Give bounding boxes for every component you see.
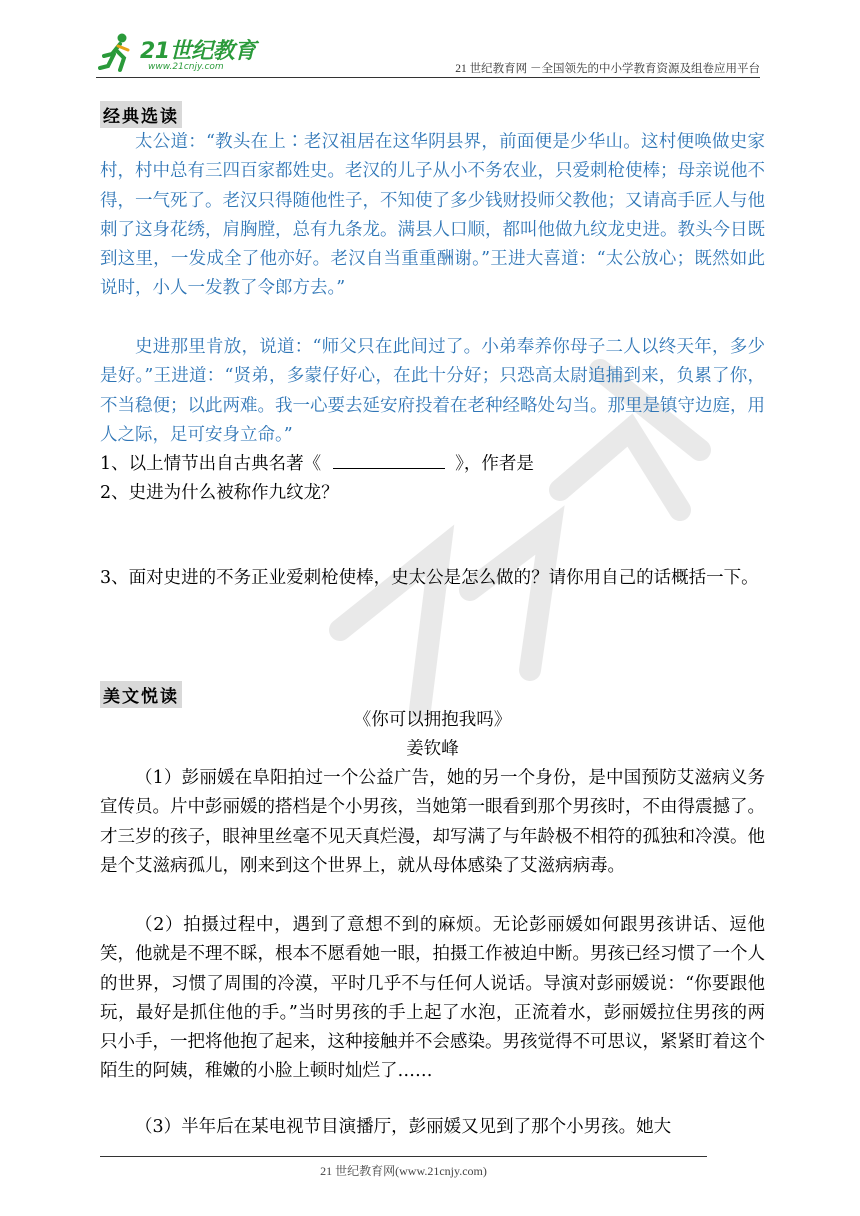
essay-paragraph-3: （3）半年后在某电视节目演播厅，彭丽媛又见到了那个小男孩。她大 xyxy=(135,1117,672,1137)
question-2: 2、史进为什么被称作九纹龙？ xyxy=(100,483,339,503)
logo-text: 21世纪教育 xyxy=(140,39,256,64)
page-header xyxy=(96,30,760,78)
essay-title: 《你可以拥抱我吗》 xyxy=(353,710,512,730)
essay-paragraph-1: （1）彭丽媛在阜阳拍过一个公益广告，她的另一个身份，是中国预防艾滋病义务宣传员。片中彭丽媛的搭档是个小男孩，当她第一眼看到那个男孩时，不由得震撼了。才三岁的孩子，眼神里丝毫不见天真烂漫，却写满了与年龄极不相符的孤独和冷漠。他是个艾滋病孤儿，刚来到这个世界上，就从母体感染了艾滋病病毒。 xyxy=(100,768,765,876)
classic-passage-paragraph-2: 史进那里肯放，说道：“师父只在此间过了。小弟奉养你母子二人以终天年，多少是好。”王进道：“贤弟，多蒙仔好心，在此十分好；只恐高太尉追捕到来，负累了你，不当稳便；以此两难。我一心要去延安府投着在老种经略处勾当。那里是镇守边庭，用人之际，足可安身立命。” xyxy=(100,337,765,445)
question-1-text-after: 》，作者是 xyxy=(455,454,534,474)
question-3: 3、面对史进的不务正业爱刺枪使棒，史太公是怎么做的？请你用自己的话概括一下。 xyxy=(100,568,759,588)
section-label-classic-reading: 经典选读 xyxy=(100,101,182,128)
essay-author: 姜钦峰 xyxy=(406,739,459,759)
book-title-blank[interactable] xyxy=(333,450,445,469)
question-1-text-before: 1、以上情节出自古典名著《 xyxy=(100,454,322,474)
site-tagline: 21 世纪教育网 －全国领先的中小学教育资源及组卷应用平台 xyxy=(455,63,760,75)
footer-divider xyxy=(100,1156,707,1157)
section-label-essay-reading: 美文悦读 xyxy=(100,681,182,708)
question-1 xyxy=(100,450,765,479)
site-logo[interactable] xyxy=(96,30,266,78)
classic-passage-paragraph-1: 太公道：“教头在上∶老汉祖居在这华阴县界，前面便是少华山。这村便唤做史家村，村中总有三四百家都姓史。老汉的儿子从小不务农业，只爱刺枪使棒；母亲说他不得，一气死了。老汉只得随他性子，不知使了多少钱财投师父教他；又请高手匠人与他刺了这身花绣，肩胸膛，总有九条龙。满县人口顺，都叫他做九纹龙史进。教头今日既到这里，一发成全了他亦好。老汉自当重重酬谢。”王进大喜道：“太公放心；既然如此说时，小人一发教了令郎方去。” xyxy=(100,132,765,299)
essay-paragraph-2: （2）拍摄过程中，遇到了意想不到的麻烦。无论彭丽媛如何跟男孩讲话、逗他笑，他就是不理不睬，根本不愿看她一眼，拍摄工作被迫中断。男孩已经习惯了一个人的世界，习惯了周围的冷漠，平时几乎不与任何人说话。导演对彭丽媛说：“你要跟他玩，最好是抓住他的手。”当时男孩的手上起了水泡，正流着水，彭丽媛拉住男孩的两只小手，一把将他抱了起来，这种接触并不会感染。男孩觉得不可思议，紧紧盯着这个陌生的阿姨，稚嫩的小脸上顿时灿烂了…… xyxy=(100,915,765,1082)
header-divider xyxy=(96,77,760,78)
runner-logo-icon xyxy=(98,32,136,74)
logo-url: www.21cnjy.com xyxy=(148,62,224,72)
page-footer: 21 世纪教育网(www.21cnjy.com) xyxy=(320,1164,487,1178)
